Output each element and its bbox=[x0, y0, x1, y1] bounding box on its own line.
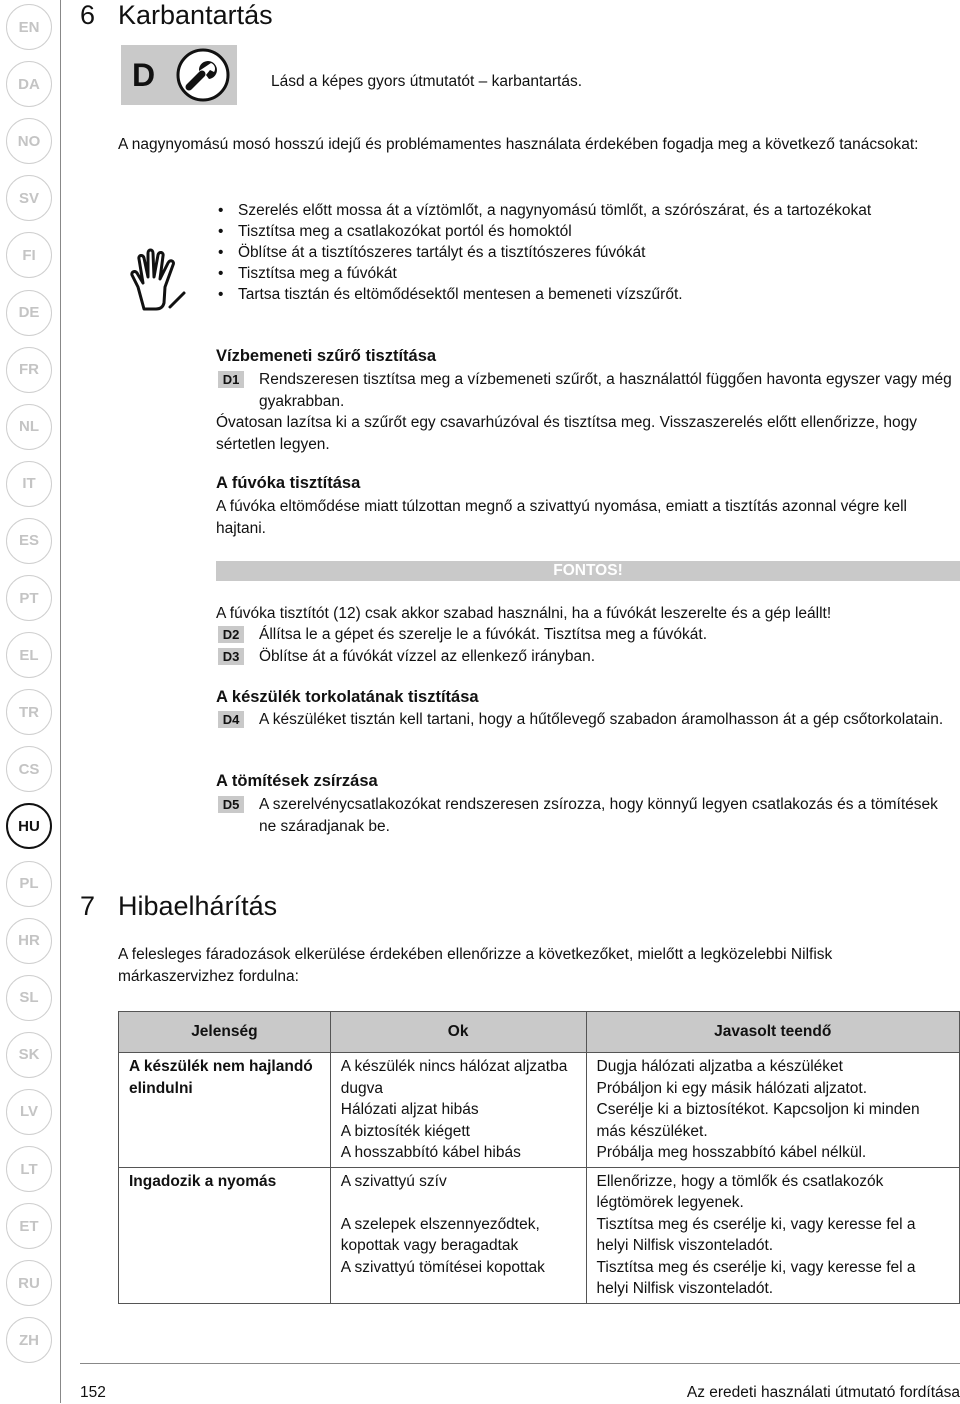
step-d4-text: A készüléket tisztán kell tartani, hogy a hűtőlevegő szabadon áramolhasson át a gép csőtorkolatain. bbox=[259, 711, 944, 728]
maintenance-pictogram-box bbox=[121, 45, 237, 105]
section-6-heading bbox=[80, 0, 273, 31]
column-header-action: Javasolt teendő bbox=[586, 1012, 959, 1053]
list-item: • Tisztítsa meg a csatlakozókat portól és homoktól bbox=[216, 221, 960, 242]
language-tr: TR bbox=[6, 689, 52, 735]
language-en: EN bbox=[6, 4, 52, 50]
column-header-symptom: Jelenség bbox=[119, 1012, 331, 1053]
symptom-cell: A készülék nem hajlandó elindulni bbox=[119, 1053, 331, 1168]
section-7-number: 7 bbox=[80, 891, 96, 921]
language-no: NO bbox=[6, 118, 52, 164]
step-d2-text: Állítsa le a gépet és szerelje le a fúvókát. Tisztítsa meg a fúvókát. bbox=[259, 626, 708, 643]
section-7-heading bbox=[80, 891, 277, 922]
section-7-title: Hibaelhárítás bbox=[118, 891, 278, 921]
language-el: EL bbox=[6, 632, 52, 678]
filter-text: Óvatosan lazítsa ki a szűrőt egy csavarhúzóval és tisztítsa meg. Visszaszerelés előtt ellenőrizze, hogy sértetlen legyen. bbox=[216, 414, 917, 453]
language-hu: HU bbox=[6, 803, 52, 849]
section-6-number: 6 bbox=[80, 0, 96, 30]
step-badge-d1: D1 bbox=[218, 371, 244, 388]
language-et: ET bbox=[6, 1203, 52, 1249]
step-badge-d5: D5 bbox=[218, 796, 244, 813]
action-cell: Ellenőrizze, hogy a tömlők és csatlakozók légtömörek legyenek. Tisztítsa meg és cserélje ki, vagy keresse fel a helyi Nilfisk viszonteladót. Tisztítsa meg és cserélje ki, vagy keresse fel a helyi Nilfisk viszonteladót. bbox=[586, 1167, 959, 1303]
document-title: Az eredeti használati útmutató fordítása bbox=[686, 1384, 960, 1401]
language-zh: ZH bbox=[6, 1317, 52, 1363]
language-nl: NL bbox=[6, 404, 52, 450]
language-de: DE bbox=[6, 290, 52, 336]
language-pl: PL bbox=[6, 861, 52, 907]
language-fi: FI bbox=[6, 232, 52, 278]
section-6-title: Karbantartás bbox=[118, 0, 273, 30]
language-lv: LV bbox=[6, 1089, 52, 1135]
list-item: • Öblítse át a tisztítószeres tartályt és a tisztítószeres fúvókát bbox=[216, 242, 960, 263]
step-d1-text: Rendszeresen tisztítsa meg a vízbemeneti szűrőt, a használattól függően havonta egyszer vagy még gyakrabban. bbox=[259, 371, 952, 410]
language-cs: CS bbox=[6, 746, 52, 792]
step-d3 bbox=[216, 646, 956, 668]
step-d5-text: A szerelvénycsatlakozókat rendszeresen zsírozza, hogy könnyű legyen csatlakozás és a tömítések ne száradjanak be. bbox=[259, 796, 938, 835]
step-d4 bbox=[216, 709, 956, 731]
list-item: • Tisztítsa meg a fúvókát bbox=[216, 263, 960, 284]
page-number: 152 bbox=[80, 1384, 106, 1401]
hand-icon bbox=[126, 247, 190, 315]
nozzle-text: A fúvóka eltömődése miatt túlzottan megnő a szivattyú nyomása, emiatt a tisztítás azonnal végre kell hajtani. bbox=[216, 498, 907, 537]
language-hr: HR bbox=[6, 918, 52, 964]
step-d5 bbox=[216, 794, 956, 837]
important-banner: FONTOS! bbox=[216, 561, 960, 581]
box-letter: D bbox=[132, 57, 156, 93]
filter-heading: Vízbemeneti szűrő tisztítása bbox=[216, 347, 437, 365]
language-sl: SL bbox=[6, 975, 52, 1021]
step-d3-text: Öblítse át a fúvókát vízzel az ellenkező irányban. bbox=[259, 648, 596, 665]
language-it: IT bbox=[6, 461, 52, 507]
quickguide-note: Lásd a képes gyors útmutatót – karbantartás. bbox=[271, 73, 583, 90]
table-row bbox=[119, 1167, 960, 1303]
column-header-cause: Ok bbox=[330, 1012, 586, 1053]
language-sv: SV bbox=[6, 175, 52, 221]
symptom-cell: Ingadozik a nyomás bbox=[119, 1167, 331, 1303]
step-d1 bbox=[216, 369, 956, 412]
action-cell: Dugja hálózati aljzatba a készüléket Próbáljon ki egy másik hálózati aljzatot. Cserélje ki a biztosítékot. Kapcsoljon ki minden más készüléket. Próbálja meg hosszabbító kábel nélkül. bbox=[586, 1053, 959, 1168]
nozzle-heading: A fúvóka tisztítása bbox=[216, 474, 361, 492]
language-pt: PT bbox=[6, 575, 52, 621]
language-ru: RU bbox=[6, 1260, 52, 1306]
sidebar-divider bbox=[60, 0, 61, 1403]
troubleshooting-table bbox=[118, 1011, 960, 1304]
section-6-intro: A nagynyomású mosó hosszú idejű és problémamentes használata érdekében fogadja meg a következő tanácsokat: bbox=[118, 136, 919, 153]
throat-heading: A készülék torkolatának tisztítása bbox=[216, 688, 479, 706]
language-es: ES bbox=[6, 518, 52, 564]
table-row bbox=[119, 1053, 960, 1168]
section-7-intro: A felesleges fáradozások elkerülése érdekében ellenőrizze a következőket, mielőtt a legközelebbi Nilfisk márkaszervizhez fordulna: bbox=[118, 946, 833, 985]
table-header-row bbox=[119, 1012, 960, 1053]
maintenance-tips-list bbox=[216, 200, 960, 305]
footer-rule bbox=[80, 1363, 960, 1364]
language-da: DA bbox=[6, 61, 52, 107]
nozzle-warning: A fúvóka tisztítót (12) csak akkor szabad használni, ha a fúvókát leszerelte és a gép leállt! bbox=[216, 605, 832, 622]
seals-heading: A tömítések zsírzása bbox=[216, 772, 378, 790]
cause-cell: A készülék nincs hálózat aljzatba dugva Hálózati aljzat hibás A biztosíték kiégett A hosszabbító kábel hibás bbox=[330, 1053, 586, 1168]
step-d2 bbox=[216, 624, 956, 646]
list-item: • Tartsa tisztán és eltömődésektől mentesen a bemeneti vízszűrőt. bbox=[216, 284, 960, 305]
step-badge-d2: D2 bbox=[218, 626, 244, 643]
language-lt: LT bbox=[6, 1146, 52, 1192]
step-badge-d4: D4 bbox=[218, 711, 244, 728]
wrench-icon bbox=[175, 48, 231, 102]
step-badge-d3: D3 bbox=[218, 648, 244, 665]
cause-cell: A szivattyú szív A szelepek elszennyeződtek, kopottak vagy beragadtak A szivattyú tömítései kopottak bbox=[330, 1167, 586, 1303]
language-sk: SK bbox=[6, 1032, 52, 1078]
list-item: • Szerelés előtt mossa át a víztömlőt, a nagynyomású tömlőt, a szórószárat, és a tartozékokat bbox=[216, 200, 960, 221]
language-fr: FR bbox=[6, 347, 52, 393]
